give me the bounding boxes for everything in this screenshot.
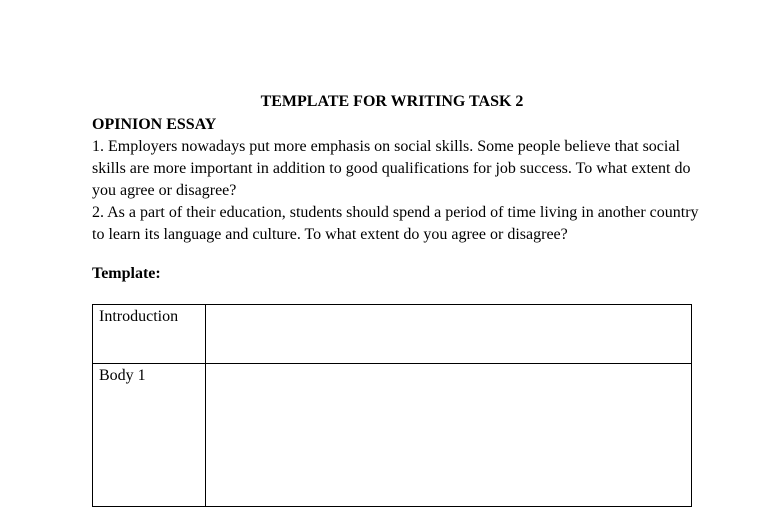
table-cell-label: Introduction: [93, 305, 206, 364]
table-row-introduction: [93, 305, 692, 364]
table-row-body-1: [93, 364, 692, 507]
section-heading: OPINION ESSAY: [92, 116, 217, 133]
question-1: 1. Employers nowadays put more emphasis on social skills. Some people believe that social skills are more important in addition to good qualifications for job success. To what extent do you agree or disagree?: [92, 138, 691, 199]
document-body: [92, 114, 702, 246]
table-cell-content: [206, 305, 692, 364]
table-cell-label: Body 1: [93, 364, 206, 507]
document-title: TEMPLATE FOR WRITING TASK 2: [260, 93, 524, 110]
template-label: Template:: [92, 265, 161, 282]
essay-template-table: [92, 304, 692, 507]
question-2: 2. As a part of their education, students should spend a period of time living in another country to learn its language and culture. To what extent do you agree or disagree?: [92, 204, 699, 243]
table-cell-content: [206, 364, 692, 507]
